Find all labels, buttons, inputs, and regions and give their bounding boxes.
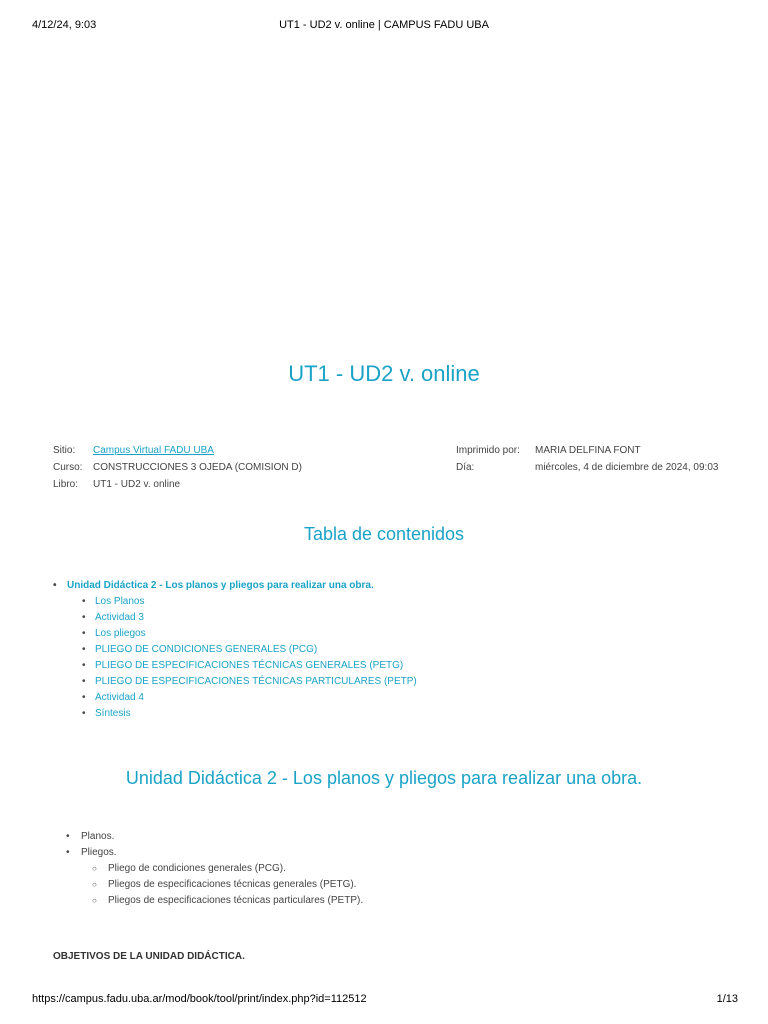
meta-site-row bbox=[53, 445, 302, 462]
toc-item-los-pliegos[interactable]: • Los pliegos bbox=[53, 626, 417, 642]
meta-printed-by-label: Imprimido por: bbox=[456, 445, 520, 456]
toc-item-los-planos[interactable]: • Los Planos bbox=[53, 594, 417, 610]
toc-item-sintesis[interactable]: • Síntesis bbox=[53, 706, 417, 722]
list-item-planos: • Planos. bbox=[66, 829, 363, 845]
toc-item-actividad-3[interactable]: • Actividad 3 bbox=[53, 610, 417, 626]
print-header bbox=[0, 19, 768, 33]
list-subitem-pcg: ○ Pliego de condiciones generales (PCG). bbox=[66, 861, 363, 877]
book-meta-left bbox=[53, 445, 302, 496]
section-content-list bbox=[66, 829, 363, 909]
objectives-heading: OBJETIVOS DE LA UNIDAD DIDÁCTICA. bbox=[53, 951, 245, 962]
meta-site-link[interactable]: Campus Virtual FADU UBA bbox=[93, 445, 214, 456]
print-datetime: 4/12/24, 9:03 bbox=[32, 19, 97, 31]
meta-day-row bbox=[456, 462, 718, 479]
meta-course-row bbox=[53, 462, 302, 479]
toc-item-petg[interactable]: • PLIEGO DE ESPECIFICACIONES TÉCNICAS GENERALES (PETG) bbox=[53, 658, 417, 674]
toc-item-actividad-4[interactable]: • Actividad 4 bbox=[53, 690, 417, 706]
meta-site-label: Sitio: bbox=[53, 445, 76, 456]
meta-day-value: miércoles, 4 de diciembre de 2024, 09:03 bbox=[535, 462, 719, 473]
print-url: https://campus.fadu.uba.ar/mod/book/tool/print/index.php?id=112512 bbox=[32, 993, 367, 1005]
book-title: UT1 - UD2 v. online bbox=[288, 361, 480, 386]
table-of-contents bbox=[53, 578, 417, 722]
list-subitem-petg: ○ Pliegos de especificaciones técnicas generales (PETG). bbox=[66, 877, 363, 893]
meta-printed-by-row bbox=[456, 445, 718, 462]
meta-book-row bbox=[53, 479, 302, 496]
meta-day-label: Día: bbox=[456, 462, 475, 473]
meta-course-value: CONSTRUCCIONES 3 OJEDA (COMISION D) bbox=[93, 462, 302, 473]
meta-printed-by-value: MARIA DELFINA FONT bbox=[535, 445, 641, 456]
meta-book-value: UT1 - UD2 v. online bbox=[93, 479, 181, 490]
list-subitem-petp: ○ Pliegos de especificaciones técnicas particulares (PETP). bbox=[66, 893, 363, 909]
section-title: Unidad Didáctica 2 - Los planos y pliegos para realizar una obra. bbox=[125, 768, 643, 788]
toc-item-pcg[interactable]: • PLIEGO DE CONDICIONES GENERALES (PCG) bbox=[53, 642, 417, 658]
toc-main-item[interactable]: • Unidad Didáctica 2 - Los planos y pliegos para realizar una obra. bbox=[53, 578, 417, 594]
print-page-number: 1/13 bbox=[716, 993, 738, 1005]
meta-book-label: Libro: bbox=[53, 479, 79, 490]
toc-title: Tabla de contenidos bbox=[303, 524, 465, 544]
list-item-pliegos: • Pliegos. bbox=[66, 845, 363, 861]
print-footer bbox=[0, 993, 768, 1007]
book-meta-right bbox=[456, 445, 718, 479]
meta-course-label: Curso: bbox=[53, 462, 83, 473]
toc-item-petp[interactable]: • PLIEGO DE ESPECIFICACIONES TÉCNICAS PARTICULARES (PETP) bbox=[53, 674, 417, 690]
print-page-title: UT1 - UD2 v. online | CAMPUS FADU UBA bbox=[279, 19, 489, 31]
